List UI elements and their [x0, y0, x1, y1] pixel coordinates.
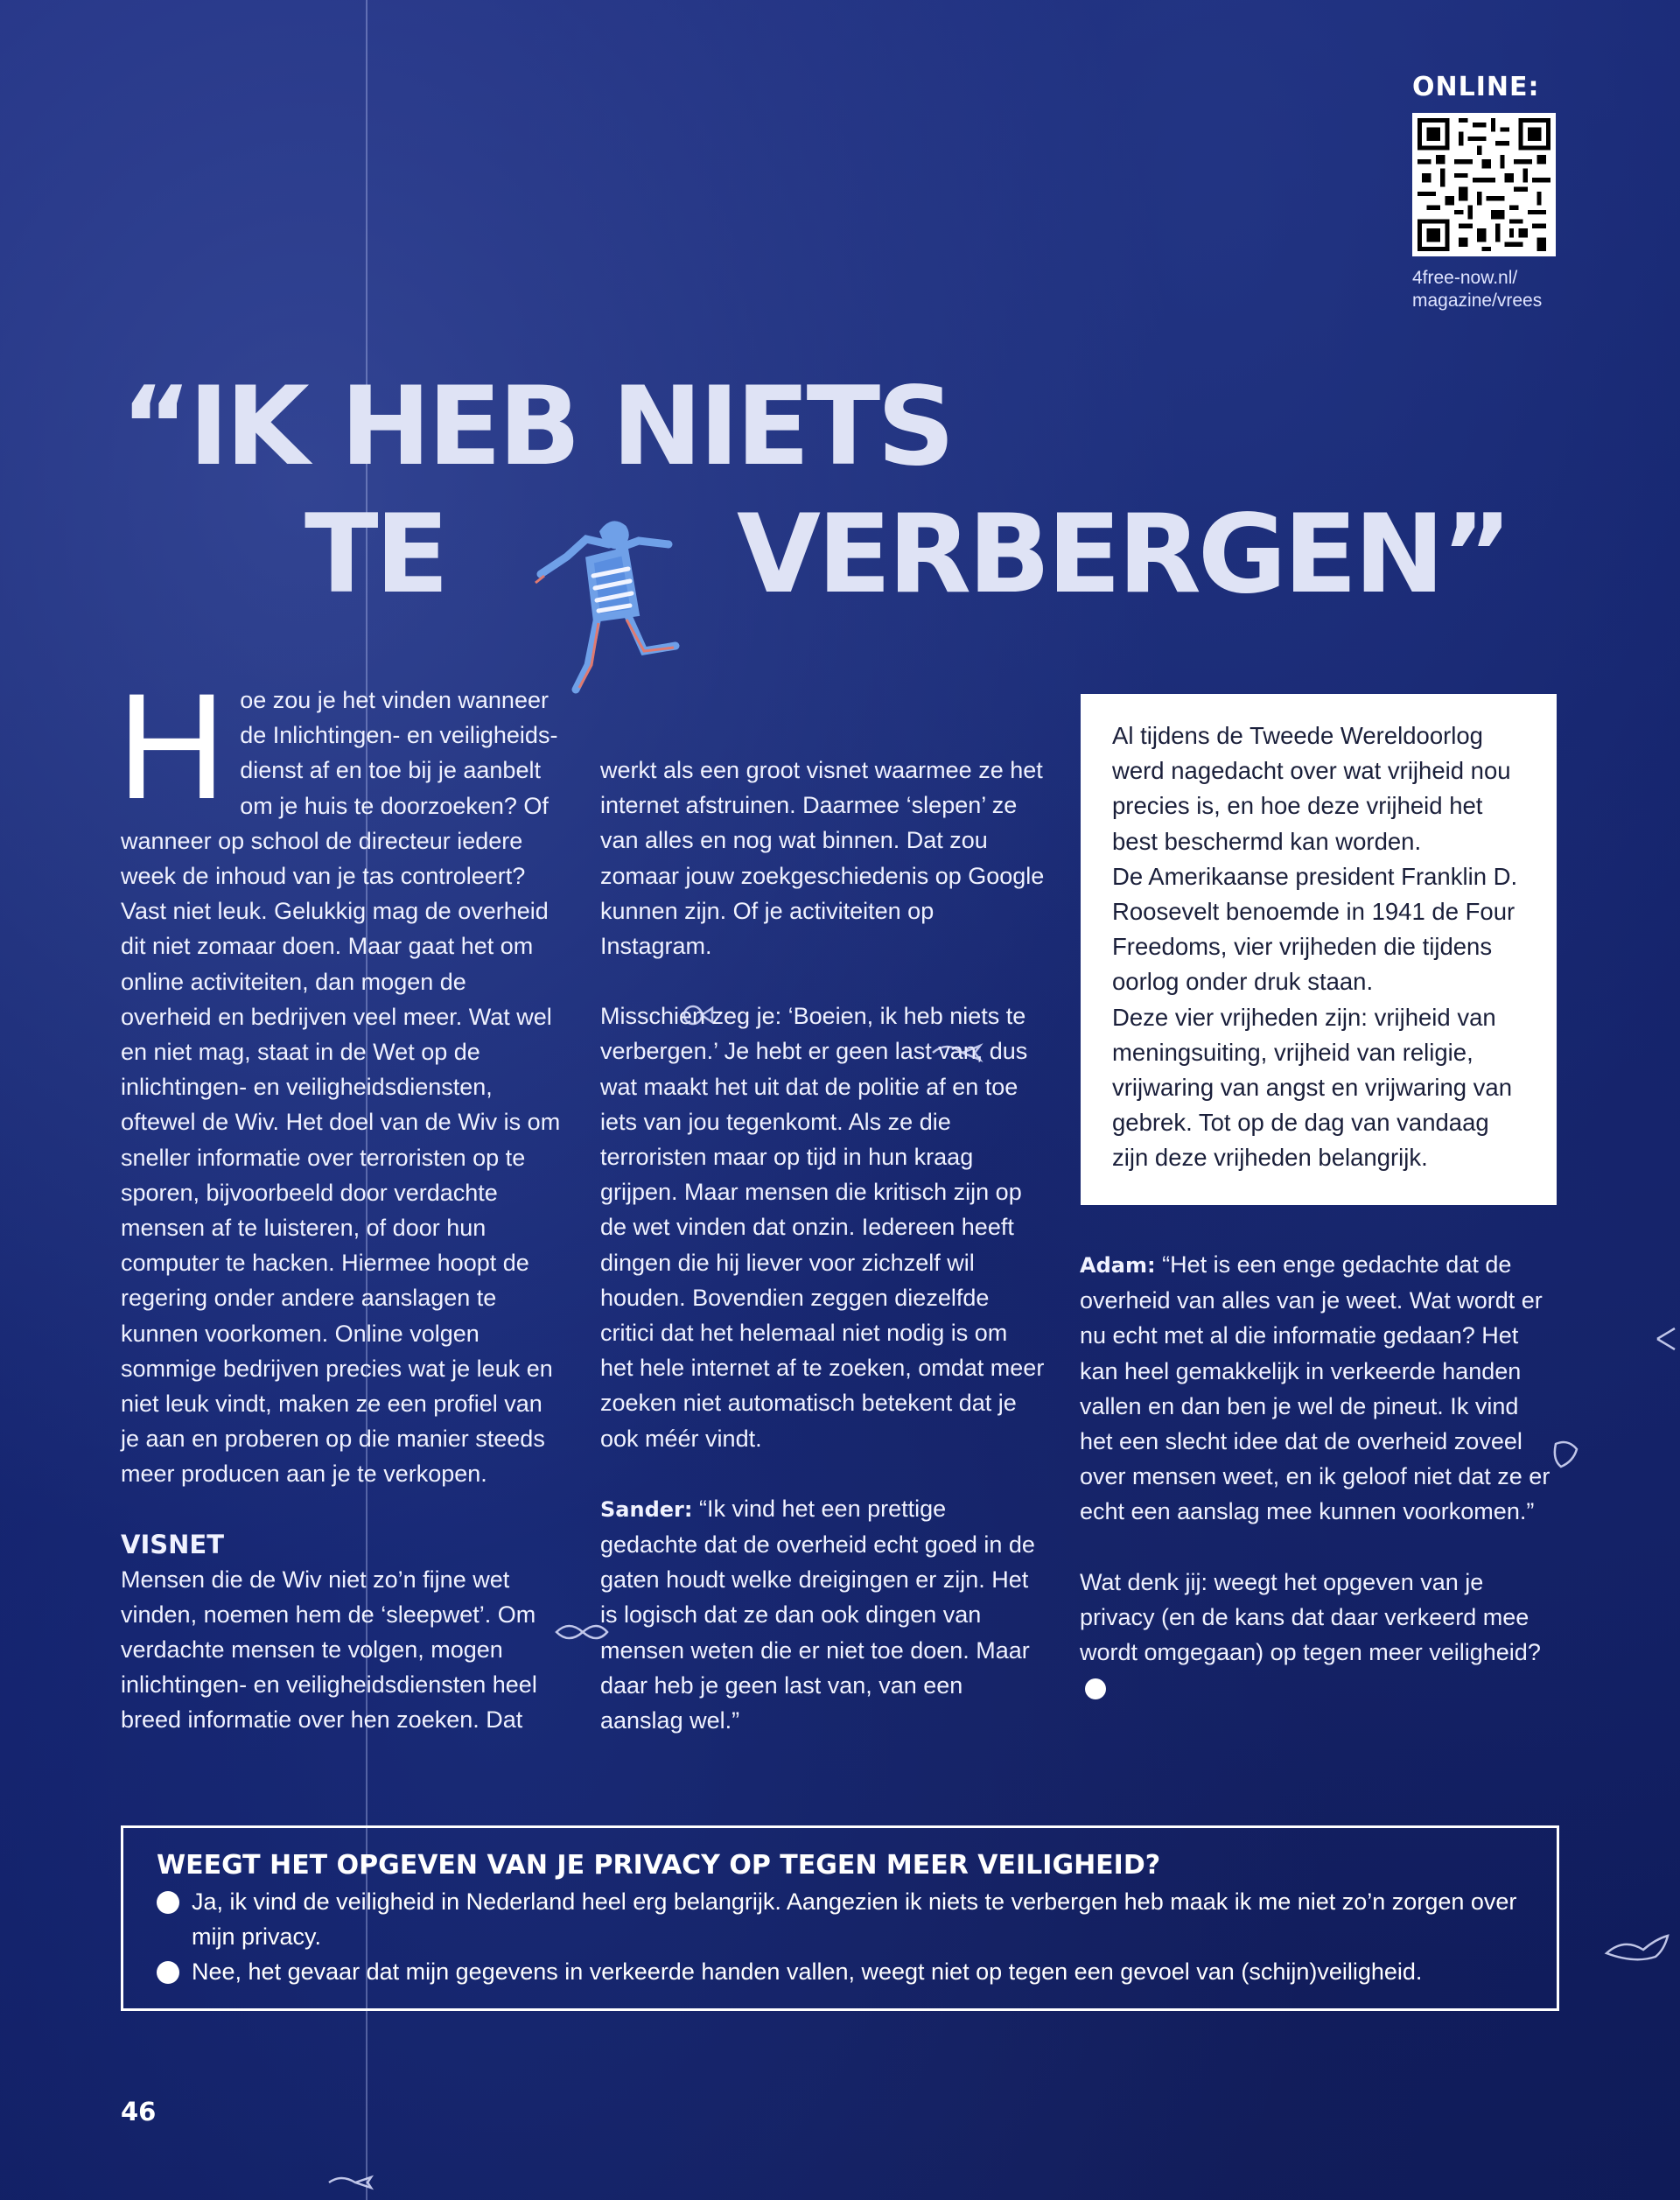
column-2 — [600, 753, 1046, 1773]
fish-doodle-icon — [1603, 1930, 1673, 1965]
sander-quote — [600, 1491, 1046, 1738]
fish-doodle-icon — [674, 998, 718, 1033]
info-box-text-a: Al tijdens de Tweede Wereldoorlog werd nagedacht over wat vrijheid nou precies is, en hoe deze vrijheid het best beschermd kan worden. — [1112, 722, 1511, 855]
info-box-text-c: Deze vier vrijheden zijn: vrijheid van meningsuiting, vrijheid van religie, vrijwaring van angst en vrijwaring van gebrek. Tot op de dag van vandaag zijn deze vrijheden belangrijk. — [1112, 1003, 1513, 1172]
headline-line-2a: TE — [304, 492, 446, 618]
column-3 — [1080, 1247, 1552, 1740]
online-url-line-1: 4free-now.nl/ — [1412, 268, 1518, 288]
fish-doodle-icon — [1654, 1321, 1678, 1356]
visnet-paragraph-a: Mensen die de Wiv niet zo’n fijne wet vinden, noemen hem de ‘sleepwet’. Om verdachte mensen te volgen, mogen inlichtingen- en veiligheidsdiensten heel breed informatie over hen zoeken. Dat — [121, 1566, 537, 1734]
closing-question — [1080, 1565, 1552, 1706]
visnet-paragraph-b: werkt als een groot visnet waarmee ze het internet afstruinen. Daarmee ‘slepen’ ze van alles en nog wat binnen. Dat zou zomaar jouw zoekgeschiedenis op Google kunnen zijn. Of je activiteiten op Instagram. — [600, 757, 1045, 960]
jumping-figure-illustration — [506, 508, 707, 709]
poll-option-yes[interactable] — [157, 1884, 1523, 1954]
online-label: ONLINE: — [1412, 72, 1540, 102]
poll-box — [121, 1825, 1559, 2011]
online-url[interactable] — [1412, 267, 1570, 312]
fish-doodle-icon — [929, 1037, 990, 1068]
fish-doodle-icon — [551, 1615, 612, 1650]
fish-doodle-icon — [326, 2170, 378, 2193]
speaker-adam: Adam: — [1080, 1253, 1156, 1278]
poll-option-yes-label: Ja, ik vind de veiligheid in Nederland heel erg belangrijk. Aangezien ik niets te verbergen heb maak ik me niet zo’n zorgen over mijn privacy. — [192, 1888, 1517, 1950]
qr-code-icon — [1418, 118, 1550, 251]
headline-line-1: “IK HEB NIETS — [121, 364, 952, 490]
adam-quote — [1080, 1247, 1552, 1530]
radio-bullet-icon[interactable] — [157, 1891, 179, 1914]
page-number: 46 — [121, 2097, 157, 2126]
sander-quote-text: “Ik vind het een prettige gedachte dat de overheid echt goed in de gaten houdt welke dreigingen er zijn. Het is logisch dat ze dan ook dingen van mensen weten die er niet toe doen. Maar daar heb je geen last van, van een aanslag wel.” — [600, 1495, 1035, 1734]
info-box-four-freedoms — [1081, 694, 1557, 1205]
intro-paragraph — [117, 662, 563, 1492]
drop-cap: H — [117, 662, 227, 830]
intro-text: oe zou je het vinden wanneer de Inlichtingen- en veiligheids-dienst af en toe bij je aanbelt om je huis te doorzoeken? Of wanneer op school de directeur iedere week de inhoud van je tas controleert? Vast niet leuk. Gelukkig mag de overheid dit niet zomaar doen. Maar gaat het om online activiteiten, dan mogen de overheid en bedrijven veel meer. Wat wel en niet mag, staat in de Wet op de inlichtingen- en veiligheidsdiensten, oftewel de Wiv. Het doel van de Wiv is om sneller informatie over terroristen op te sporen, bijvoorbeeld door verdachte mensen af te luisteren, of door hun computer te hacken. Hiermee hoopt de regering onder andere aanslagen te kunnen voorkomen. Online volgen sommige bedrijven precies wat je leuk en niet leuk vindt, maken ze een profiel van je aan en proberen op die manier steeds meer producen aan je te verkopen. — [121, 687, 561, 1488]
visnet-paragraph-c: Misschien zeg je: ‘Boeien, ik heb niets te verbergen.’ Je hebt er geen last van, dus wat maakt het uit dat de politie af en toe iets van jou tegenkomt. Als ze die terroristen maar op tijd in hun kraag grijpen. Maar mensen die kritisch zijn op de wet vinden dat onzin. Iedereen heeft dingen die hij liever voor zichzelf wil houden. Bovendien zeggen diezelfde critici dat het helemaal niet nodig is om het hele internet af te zoeken, omdat meer zoeken niet automatisch betekent dat je ook méér vindt. — [600, 1003, 1045, 1452]
info-box-text-b: De Amerikaanse president Franklin D. Roosevelt benoemde in 1941 de Four Freedoms, vier vrijheden die tijdens oorlog onder druk staan. — [1112, 862, 1518, 996]
radio-bullet-icon[interactable] — [157, 1961, 179, 1984]
poll-option-no-label: Nee, het gevaar dat mijn gegevens in verkeerde handen vallen, weegt niet op tegen een gevoel van (schijn)veiligheid. — [192, 1958, 1423, 1985]
section-heading-visnet: VISNET — [121, 1529, 224, 1559]
end-mark-icon — [1085, 1678, 1106, 1699]
poll-option-no[interactable] — [157, 1954, 1523, 1989]
column-1 — [117, 662, 563, 1773]
closing-question-text: Wat denk jij: weegt het opgeven van je privacy (en de kans dat daar verkeerd mee wordt omgegaan) op tegen meer veiligheid? — [1080, 1568, 1541, 1666]
qr-code[interactable] — [1412, 113, 1556, 256]
fish-doodle-icon — [1549, 1435, 1584, 1479]
headline-line-2b: VERBERGEN” — [737, 492, 1509, 618]
speaker-sander: Sander: — [600, 1496, 693, 1522]
online-url-line-2: magazine/vrees — [1412, 291, 1543, 311]
online-block — [1412, 72, 1570, 312]
adam-quote-text: “Het is een enge gedachte dat de overheid van alles van je weet. Wat wordt er nu echt met al die informatie gedaan? Het kan heel gemakkelijk in verkeerde handen vallen en dan ben je wel de pineut. Ik vind het een slecht idee dat de overheid zoveel over mensen weet, en ik geloof niet dat ze er echt een aanslag mee kunnen voorkomen.” — [1080, 1251, 1550, 1525]
poll-question: WEEGT HET OPGEVEN VAN JE PRIVACY OP TEGEN MEER VEILIGHEID? — [157, 1850, 1161, 1881]
